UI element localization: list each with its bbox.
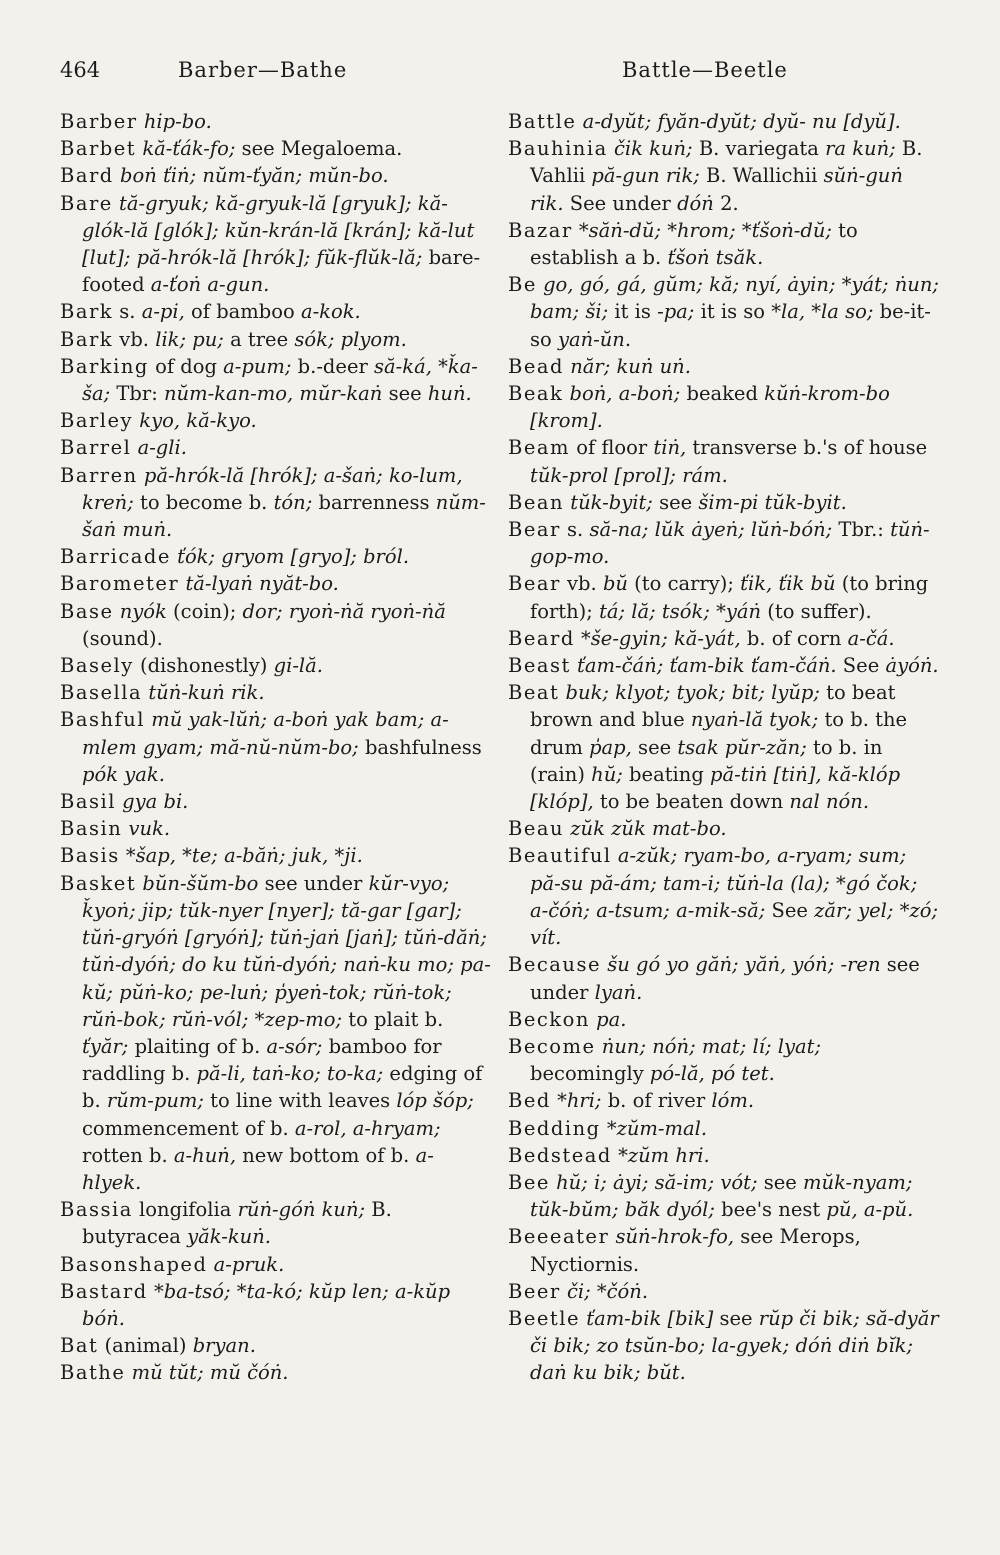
definition: a-dyŭt; fyăn-dyŭt; dyŭ- nu [dyŭ]. xyxy=(582,110,901,133)
definition: ťam-čáṅ; ťam-bik ťam-čáṅ. See ȧyóṅ. xyxy=(577,654,939,678)
dictionary-entry xyxy=(60,108,492,135)
definition: of floor tiṅ, transverse b.'s of house tŭk-prol [prol]; rám. xyxy=(530,436,928,487)
definition: go, gó, gá, gŭm; kă; nyí, ȧyin; *yát; ṅun; bam; ši; it is -pa; it is so *la, *la so; be-it-so yaṅ-ŭn. xyxy=(530,273,939,351)
dictionary-entry xyxy=(508,380,940,434)
definition: (animal) bryan. xyxy=(104,1334,256,1358)
headword: Bark xyxy=(60,327,114,351)
headword: Barometer xyxy=(60,572,180,596)
headword: Bee xyxy=(508,1170,550,1194)
definition: a-pruk. xyxy=(213,1252,285,1276)
definition: mŭ tŭt; mŭ čóṅ. xyxy=(131,1361,289,1385)
headword: Beam xyxy=(508,436,570,460)
definition: vb. bŭ (to carry); ťik, ťik bŭ (to bring forth); tá; lă; tsók; *yáṅ (to suffer). xyxy=(530,572,929,623)
dictionary-entry xyxy=(60,135,492,162)
definition: ťam-bik [bik] see rŭp či bik; să-dyăr či bik; zo tsŭn-bo; la-gyek; dóṅ diṅ bĭk; daṅ ku bik; bŭt. xyxy=(530,1306,939,1385)
headword: Beak xyxy=(508,382,564,406)
definition: hŭ; i; ȧyi; să-im; vót; see mŭk-nyam; tŭk-bŭm; băk dyól; bee's nest pŭ, a-pŭ. xyxy=(530,1170,914,1222)
headword: Barricade xyxy=(60,545,171,569)
definition: hip-bo. xyxy=(143,110,212,133)
headword: Bear xyxy=(508,572,561,596)
dictionary-entry xyxy=(60,326,492,353)
definition: tă-lyaṅ nyăt-bo. xyxy=(185,572,339,596)
dictionary-entry xyxy=(60,679,492,706)
definition: *še-gyin; kă-yát, b. of corn a-čá. xyxy=(581,626,895,650)
headword: Bedding xyxy=(508,1116,601,1140)
headword: Basella xyxy=(60,681,143,705)
definition: buk; klyot; tyok; bit; lyŭp; to beat brown and blue nyaṅ-lă tyok; to b. the drum p̍ap, see tsak pŭr-zăn; to b. in (rain) hŭ; beating pă-tiṅ [tiṅ], kă-klóp [klóp], to be beaten down nal nón. xyxy=(530,681,908,814)
definition: longifolia rŭṅ-góṅ kuṅ; B. butyracea yăk-kuṅ. xyxy=(82,1198,392,1249)
headword: Bastard xyxy=(60,1279,148,1303)
headword: Bead xyxy=(508,354,564,378)
dictionary-entry xyxy=(60,815,492,842)
headword: Beeeater xyxy=(508,1225,610,1249)
dictionary-entry xyxy=(60,870,492,1196)
dictionary-entry xyxy=(508,489,940,516)
headword: Bat xyxy=(60,1334,99,1358)
dictionary-entry xyxy=(508,271,940,353)
headword: Bassia xyxy=(60,1198,133,1222)
headword: Bean xyxy=(508,490,565,514)
right-running-head: Battle—Beetle xyxy=(622,58,788,82)
headword: Basil xyxy=(60,790,116,814)
dictionary-entry xyxy=(60,543,492,570)
headword: Bathe xyxy=(60,1361,126,1385)
definition: vb. lik; pu; a tree sók; plyom. xyxy=(119,327,407,351)
definition: s. a-pi, of bamboo a-kok. xyxy=(119,300,361,324)
headword: Barren xyxy=(60,463,138,487)
headword: Basin xyxy=(60,817,123,841)
headword: Beat xyxy=(508,681,560,705)
dictionary-entry xyxy=(60,1332,492,1359)
dictionary-entry xyxy=(60,1278,492,1332)
right-column xyxy=(508,108,940,1387)
dictionary-entry xyxy=(508,434,940,488)
dictionary-entry xyxy=(60,706,492,788)
dictionary-entry xyxy=(508,625,940,652)
headword: Barbet xyxy=(60,137,137,161)
definition: nyók (coin); dor; ryoṅ-ṅă ryoṅ-ṅă (sound). xyxy=(82,599,446,650)
dictionary-entry xyxy=(508,842,940,951)
dictionary-entry xyxy=(508,135,940,217)
headword: Bauhinia xyxy=(508,137,608,161)
definition: čik kuṅ; B. variegata ra kuṅ; B. Vahlii pă-gun rik; B. Wallichii sŭṅ-guṅ rik. See under dóṅ 2. xyxy=(530,137,923,215)
dictionary-entry xyxy=(508,1278,940,1305)
definition: ťók; gryom [gryo]; bról. xyxy=(177,545,410,569)
headword: Bear xyxy=(508,518,561,542)
headword: Beau xyxy=(508,817,565,841)
headword: Basely xyxy=(60,654,134,678)
dictionary-entry xyxy=(60,570,492,597)
definition: či; *čóṅ. xyxy=(566,1279,649,1303)
headword: Bard xyxy=(60,164,114,188)
headword: Barber xyxy=(60,110,138,133)
dictionary-entry xyxy=(60,407,492,434)
definition: gya bi. xyxy=(122,790,189,814)
headword: Barrel xyxy=(60,436,132,460)
dictionary-entry xyxy=(508,1305,940,1387)
headword: Beard xyxy=(508,626,575,650)
definition: tŭṅ-kuṅ rik. xyxy=(148,681,265,705)
definition: (dishonestly) gi-lă. xyxy=(139,654,323,678)
definition: vuk. xyxy=(128,817,171,841)
dictionary-entry xyxy=(60,788,492,815)
definition: pa. xyxy=(596,1007,627,1031)
headword: Beckon xyxy=(508,1007,590,1031)
definition: *zŭm-mal. xyxy=(606,1116,708,1140)
definition: s. să-na; lŭk ȧyeṅ; lŭṅ-bóṅ; Tbr.: tŭṅ-gop-mo. xyxy=(530,518,930,569)
definition: zŭk zŭk mat-bo. xyxy=(570,817,727,841)
dictionary-entry xyxy=(508,652,940,679)
headword: Barley xyxy=(60,409,134,433)
dictionary-entry xyxy=(60,353,492,407)
dictionary-entry xyxy=(508,1033,940,1087)
definition: of dog a-pum; b.-deer să-ká, *ǩa-ša; Tbr: nŭm-kan-mo, mŭr-kaṅ see huṅ. xyxy=(82,354,478,406)
dictionary-entry xyxy=(60,1251,492,1278)
dictionary-entry xyxy=(508,1223,940,1277)
headword: Basis xyxy=(60,844,120,868)
dictionary-entry xyxy=(508,1006,940,1033)
dictionary-entry xyxy=(60,434,492,461)
dictionary-entry xyxy=(508,1087,940,1114)
dictionary-entry xyxy=(60,652,492,679)
definition: ṅun; nóṅ; mat; lí; lyat; becomingly pó-lă, pó tet. xyxy=(530,1034,822,1086)
definition: tă-gryuk; kă-gryuk-lă [gryuk]; kă-glók-lă [glók]; kŭn-krán-lă [krán]; kă-lut [lut]; pă-hrók-lă [hrók]; fŭk-flŭk-lă; bare-footed a-ťoṅ a-gun. xyxy=(82,191,481,297)
definition: mŭ yak-lŭṅ; a-boṅ yak bam; a-mlem gyam; mă-nŭ-nŭm-bo; bashfulness pók yak. xyxy=(82,708,482,786)
headword: Be xyxy=(508,273,537,297)
dictionary-entry xyxy=(60,1196,492,1250)
dictionary-entry xyxy=(508,108,940,135)
headword: Base xyxy=(60,599,114,623)
dictionary-entry xyxy=(60,162,492,189)
headword: Beetle xyxy=(508,1306,581,1330)
dictionary-entry xyxy=(508,516,940,570)
headword: Beer xyxy=(508,1279,561,1303)
headword: Become xyxy=(508,1034,596,1058)
definition: bŭn-šŭm-bo see under kŭr-vyo; ǩyoṅ; jip; tŭk-nyer [nyer]; tă-gar [gar]; tŭṅ-gryóṅ [gryóṅ]; tŭṅ-jaṅ [jaṅ]; tŭṅ-dăṅ; tŭṅ-dyóṅ; do ku tŭṅ-dyóṅ; naṅ-ku mo; pa-kŭ; pŭṅ-ko; pe-luṅ; p̍yeṅ-tok; rŭṅ-tok; rŭṅ-bok; rŭṅ-vól; *zep-mo; to plait b. ťyăr; plaiting of b. a-sór; bamboo for raddling b. pă-li, taṅ-ko; to-ka; edging of b. rŭm-pum; to line with leaves lóp šóp; commencement of b. a-rol, a-hryam; rotten b. a-huṅ, new bottom of b. a-hlyek. xyxy=(82,871,491,1194)
running-header xyxy=(60,58,940,90)
dictionary-entry xyxy=(60,842,492,869)
dictionary-entry xyxy=(508,951,940,1005)
dictionary-entry xyxy=(508,353,940,380)
dictionary-entry xyxy=(60,598,492,652)
dictionary-entry xyxy=(508,570,940,624)
page-number: 464 xyxy=(60,58,101,82)
headword: Because xyxy=(508,953,602,977)
headword: Bed xyxy=(508,1089,551,1113)
definition: *săṅ-dŭ; *hrom; *ťšoṅ-dŭ; to establish a b. ťšoṅ tsăk. xyxy=(530,218,858,270)
headword: Bark xyxy=(60,300,114,324)
definition: boṅ ťiṅ; nŭm-ťyăn; mŭn-bo. xyxy=(119,164,389,188)
definition: kyo, kă-kyo. xyxy=(139,409,257,433)
headword: Basket xyxy=(60,871,137,895)
left-column xyxy=(60,108,492,1387)
headword: Basonshaped xyxy=(60,1252,208,1276)
definition: *ba-tsó; *ta-kó; kŭp len; a-kŭp bóṅ. xyxy=(82,1279,451,1330)
definition: sŭṅ-hrok-fo, see Merops, Nyctiornis. xyxy=(530,1225,861,1276)
definition: năr; kuṅ uṅ. xyxy=(570,354,691,378)
definition: tŭk-byit; see šim-pi tŭk-byit. xyxy=(570,490,847,514)
headword: Bare xyxy=(60,191,113,215)
definition: *zŭm hri. xyxy=(618,1143,710,1167)
dictionary-entry xyxy=(508,815,940,842)
headword: Bedstead xyxy=(508,1143,612,1167)
headword: Bazar xyxy=(508,218,573,242)
definition: a-zŭk; ryam-bo, a-ryam; sum; pă-su pă-ám; tam-i; tŭṅ-la (la); *gó čok; a-čóṅ; a-tsum; a-mik-să; See zăr; yel; *zó; vít. xyxy=(530,844,939,950)
dictionary-entry xyxy=(60,190,492,299)
headword: Bashful xyxy=(60,708,146,732)
headword: Barking xyxy=(60,354,149,378)
dictionary-entry xyxy=(60,462,492,544)
dictionary-entry xyxy=(508,1142,940,1169)
definition: *hri; b. of river lóm. xyxy=(557,1089,755,1113)
dictionary-entry xyxy=(508,1169,940,1223)
definition: kă-ťák-fo; see Megaloema. xyxy=(142,137,403,161)
dictionary-entry xyxy=(508,217,940,271)
dictionary-entry xyxy=(508,679,940,815)
dictionary-entry xyxy=(60,298,492,325)
left-running-head: Barber—Bathe xyxy=(178,58,348,82)
definition: a-gli. xyxy=(137,436,187,460)
headword: Battle xyxy=(508,110,577,133)
definition: boṅ, a-boṅ; beaked kŭṅ-krom-bo [krom]. xyxy=(530,382,890,433)
headword: Beautiful xyxy=(508,844,612,868)
dictionary-entry xyxy=(60,1359,492,1386)
definition: pă-hrók-lă [hrók]; a-šaṅ; ko-lum, kreṅ; to become b. tón; barrenness nŭm-šaṅ muṅ. xyxy=(82,463,486,542)
headword: Beast xyxy=(508,654,571,678)
definition: *šap, *te; a-băṅ; juk, *ji. xyxy=(125,844,363,868)
definition: šu gó yo găṅ; yăṅ, yóṅ; -ren see under lyaṅ. xyxy=(530,953,920,1004)
dictionary-entry xyxy=(508,1115,940,1142)
